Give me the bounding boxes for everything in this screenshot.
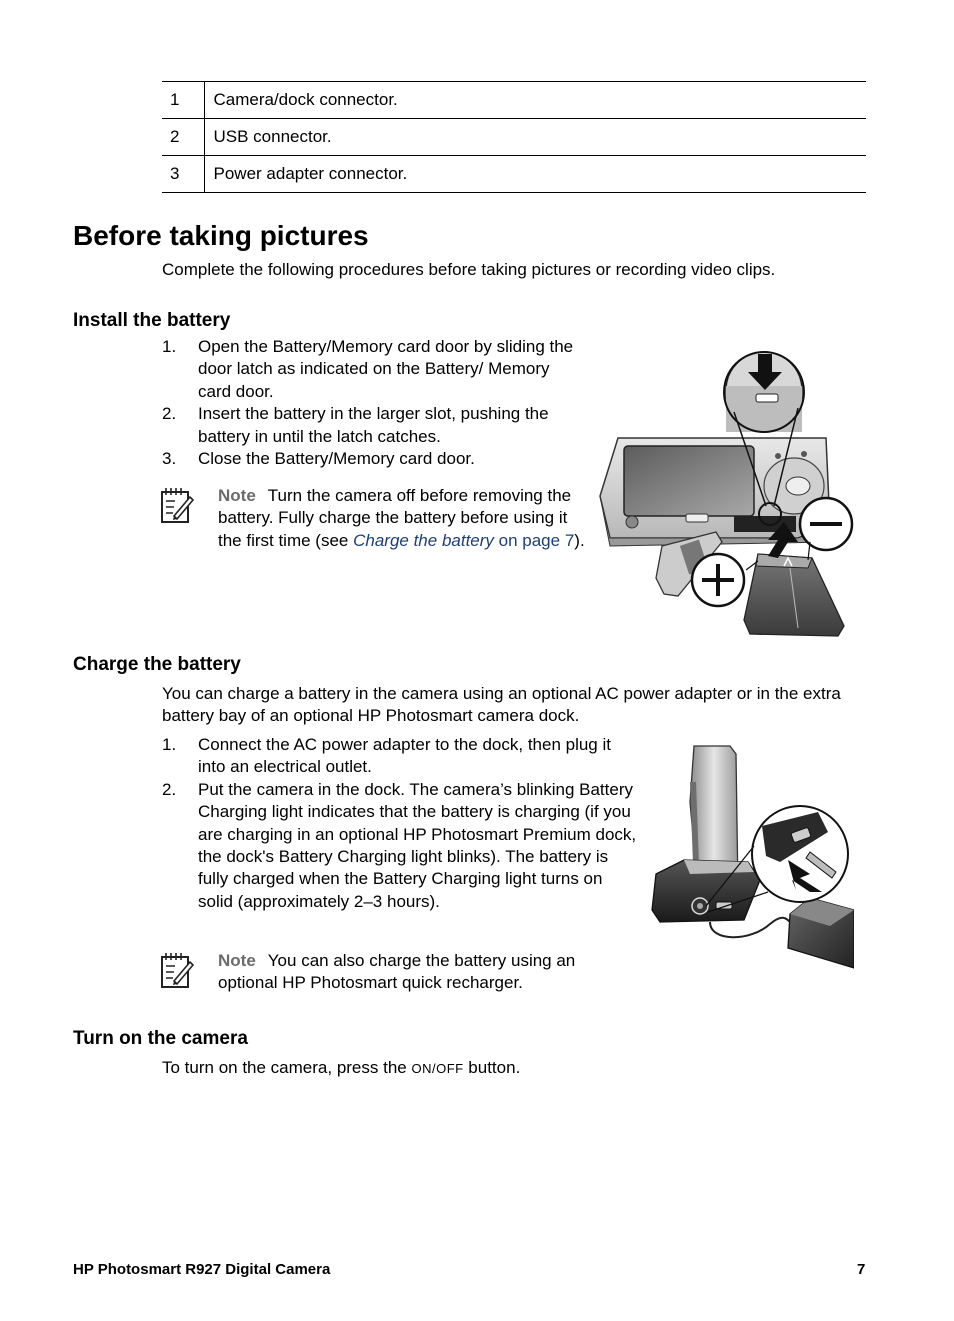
heading-charge-battery: Charge the battery bbox=[73, 654, 241, 675]
note-body-end: ). bbox=[574, 530, 585, 550]
step-number: 2. bbox=[162, 404, 177, 424]
footer-title: HP Photosmart R927 Digital Camera bbox=[73, 1261, 331, 1278]
step-text: Close the Battery/Memory card door. bbox=[198, 449, 475, 469]
link-rest: on page 7 bbox=[493, 530, 575, 550]
table-cell-num: 2 bbox=[162, 119, 204, 156]
list-item bbox=[162, 403, 587, 448]
step-text: Connect the AC power adapter to the dock, then plug it into an electrical outlet. bbox=[198, 735, 611, 777]
install-steps bbox=[162, 336, 587, 470]
heading-turn-on: Turn on the camera bbox=[73, 1028, 248, 1049]
table-row bbox=[162, 156, 866, 193]
list-item bbox=[162, 448, 587, 470]
note-text bbox=[218, 485, 586, 552]
step-number: 3. bbox=[162, 449, 177, 469]
step-number: 1. bbox=[162, 735, 177, 754]
step-number: 2. bbox=[162, 779, 177, 799]
note-pad-icon bbox=[160, 950, 194, 990]
step-text: Put the camera in the dock. The camera’s blinking Battery Charging light indicates that the battery is charging (if you are charging in an optional HP Photosmart Premium dock, the dock's Battery Charging light blinks). The battery is fully charged when the Battery Charging light turns on solid (approximately 2–3 hours). bbox=[198, 779, 637, 911]
note-text bbox=[218, 950, 618, 995]
table-row bbox=[162, 119, 866, 156]
note-label: Note bbox=[218, 486, 256, 505]
page-number: 7 bbox=[857, 1261, 866, 1278]
charge-steps bbox=[162, 734, 640, 913]
note-charge bbox=[160, 950, 620, 1000]
heading-install-battery: Install the battery bbox=[73, 310, 231, 331]
link-italic: Charge the battery bbox=[353, 530, 494, 550]
step-text: Open the Battery/Memory card door by sliding the door latch as indicated on the Battery/ Memory card door. bbox=[198, 337, 574, 401]
note-body: Turn the camera off before removing the battery. Fully charge the battery before using it the first time (see bbox=[218, 486, 572, 550]
table-cell-desc: Camera/dock connector. bbox=[204, 82, 866, 119]
table-cell-num: 1 bbox=[162, 82, 204, 119]
step-number: 1. bbox=[162, 337, 177, 356]
note-pad-icon bbox=[160, 485, 194, 525]
list-item bbox=[162, 336, 587, 403]
note-body: You can also charge the battery using an optional HP Photosmart quick recharger. bbox=[218, 951, 576, 993]
table-cell-desc: Power adapter connector. bbox=[204, 156, 866, 193]
step-text: Insert the battery in the larger slot, pushing the battery in until the latch catches. bbox=[198, 404, 549, 446]
section-intro: Complete the following procedures before taking pictures or recording video clips. bbox=[162, 260, 776, 279]
charge-intro: You can charge a battery in the camera using an optional AC power adapter or in the extra battery bay of an optional HP Photosmart camera dock. bbox=[162, 684, 841, 726]
list-item bbox=[162, 734, 640, 779]
turn-on-text bbox=[162, 1057, 862, 1080]
turn-on-text-after: button. bbox=[463, 1058, 521, 1077]
note-label: Note bbox=[218, 951, 256, 970]
charge-battery-link[interactable] bbox=[353, 531, 574, 550]
on-off-button-label: ON/OFF bbox=[411, 1061, 464, 1076]
list-item bbox=[162, 779, 640, 913]
table-cell-num: 3 bbox=[162, 156, 204, 193]
dock-charging-illustration bbox=[650, 742, 854, 972]
table-row bbox=[162, 82, 866, 119]
connector-table bbox=[162, 81, 866, 193]
table-cell-desc: USB connector. bbox=[204, 119, 866, 156]
page-title: Before taking pictures bbox=[73, 220, 369, 251]
note-install bbox=[160, 485, 590, 580]
battery-install-illustration bbox=[598, 346, 854, 638]
turn-on-text-before: To turn on the camera, press the bbox=[162, 1058, 412, 1077]
